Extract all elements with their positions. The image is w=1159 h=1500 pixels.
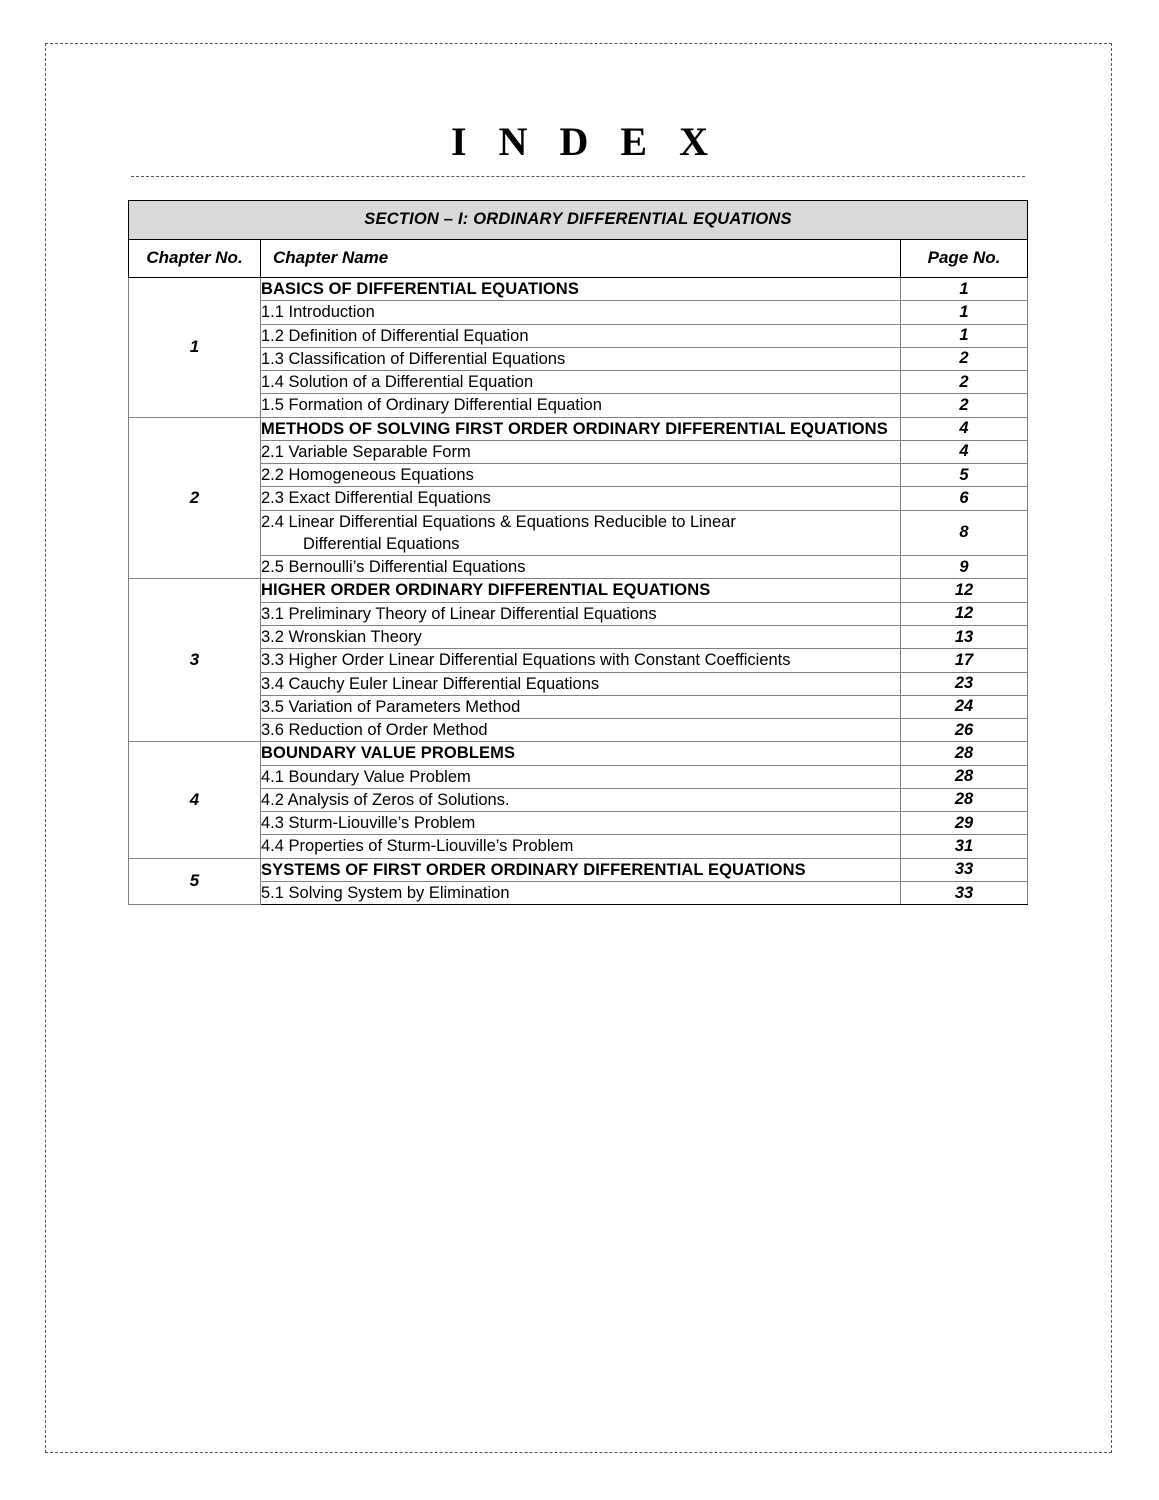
section-page-number: 12 <box>901 602 1028 625</box>
section-row <box>129 556 1028 579</box>
section-row <box>129 394 1028 417</box>
section-page-number: 24 <box>901 695 1028 718</box>
chapter-title-row <box>129 579 1028 602</box>
section-page-number: 1 <box>901 324 1028 347</box>
section-title-cell[interactable]: 2.3 Exact Differential Equations <box>261 487 901 510</box>
chapter-title-page-number: 28 <box>901 742 1028 765</box>
section-row <box>129 487 1028 510</box>
section-page-number: 2 <box>901 371 1028 394</box>
section-title-cell[interactable]: 2.2 Homogeneous Equations <box>261 464 901 487</box>
section-title-cell[interactable]: 3.4 Cauchy Euler Linear Differential Equations <box>261 672 901 695</box>
section-page-number: 31 <box>901 835 1028 858</box>
section-title-cell[interactable]: 3.5 Variation of Parameters Method <box>261 695 901 718</box>
section-row <box>129 625 1028 648</box>
section-row <box>129 765 1028 788</box>
section-row <box>129 835 1028 858</box>
chapter-title-row <box>129 858 1028 881</box>
section-title-cell[interactable]: 4.2 Analysis of Zeros of Solutions. <box>261 788 901 811</box>
section-page-number: 8 <box>901 510 1028 556</box>
chapter-title-page-number: 33 <box>901 858 1028 881</box>
title-underline-rule <box>131 176 1025 177</box>
section-title-cell[interactable]: 3.2 Wronskian Theory <box>261 625 901 648</box>
section-page-number: 28 <box>901 788 1028 811</box>
chapter-title-row <box>129 742 1028 765</box>
section-title-line1: 2.4 Linear Differential Equations & Equations Reducible to Linear <box>261 512 736 531</box>
section-title-cell[interactable]: 1.3 Classification of Differential Equations <box>261 347 901 370</box>
chapter-title-cell[interactable]: BASICS OF DIFFERENTIAL EQUATIONS <box>261 278 901 301</box>
index-table-body <box>129 201 1028 905</box>
page-title: I N D E X <box>451 119 719 164</box>
section-page-number: 9 <box>901 556 1028 579</box>
section-page-number: 4 <box>901 440 1028 463</box>
chapter-title-page-number: 4 <box>901 417 1028 440</box>
section-banner-row <box>129 201 1028 240</box>
section-page-number: 23 <box>901 672 1028 695</box>
chapter-number-cell: 5 <box>129 858 261 905</box>
section-row <box>129 510 1028 556</box>
section-row <box>129 602 1028 625</box>
section-page-number: 29 <box>901 812 1028 835</box>
section-title-cell[interactable]: 2.5 Bernoulli’s Differential Equations <box>261 556 901 579</box>
section-title-cell[interactable]: 3.1 Preliminary Theory of Linear Differential Equations <box>261 602 901 625</box>
section-row <box>129 301 1028 324</box>
section-row <box>129 881 1028 904</box>
section-row <box>129 371 1028 394</box>
section-row <box>129 440 1028 463</box>
column-header-chapter-name: Chapter Name <box>261 240 901 278</box>
chapter-title-cell[interactable]: BOUNDARY VALUE PROBLEMS <box>261 742 901 765</box>
chapter-title-cell[interactable]: HIGHER ORDER ORDINARY DIFFERENTIAL EQUATIONS <box>261 579 901 602</box>
chapter-title-row <box>129 278 1028 301</box>
section-title-cell[interactable]: 3.3 Higher Order Linear Differential Equations with Constant Coefficients <box>261 649 901 672</box>
chapter-number-cell: 2 <box>129 417 261 579</box>
section-row <box>129 719 1028 742</box>
chapter-title-row <box>129 417 1028 440</box>
section-page-number: 1 <box>901 301 1028 324</box>
section-page-number: 26 <box>901 719 1028 742</box>
column-header-chapter-no: Chapter No. <box>129 240 261 278</box>
section-title-cell[interactable] <box>261 510 901 556</box>
section-title-cell[interactable]: 5.1 Solving System by Elimination <box>261 881 901 904</box>
section-title-cell[interactable]: 1.4 Solution of a Differential Equation <box>261 371 901 394</box>
chapter-number-cell: 3 <box>129 579 261 742</box>
section-page-number: 28 <box>901 765 1028 788</box>
section-row <box>129 672 1028 695</box>
section-title-line2: Differential Equations <box>303 534 460 553</box>
chapter-title-page-number: 1 <box>901 278 1028 301</box>
section-row <box>129 788 1028 811</box>
section-title-cell[interactable]: 3.6 Reduction of Order Method <box>261 719 901 742</box>
section-banner-label: SECTION – I: ORDINARY DIFFERENTIAL EQUATIONS <box>129 201 1028 240</box>
section-title-cell[interactable]: 4.4 Properties of Sturm-Liouville’s Problem <box>261 835 901 858</box>
chapter-number-cell: 1 <box>129 278 261 418</box>
section-title-cell[interactable]: 1.5 Formation of Ordinary Differential Equation <box>261 394 901 417</box>
section-page-number: 6 <box>901 487 1028 510</box>
section-row <box>129 695 1028 718</box>
section-page-number: 13 <box>901 625 1028 648</box>
chapter-number-cell: 4 <box>129 742 261 858</box>
chapter-title-cell[interactable]: SYSTEMS OF FIRST ORDER ORDINARY DIFFERENTIAL EQUATIONS <box>261 858 901 881</box>
section-title-cell[interactable]: 1.1 Introduction <box>261 301 901 324</box>
section-page-number: 17 <box>901 649 1028 672</box>
section-title-cell[interactable]: 1.2 Definition of Differential Equation <box>261 324 901 347</box>
section-page-number: 5 <box>901 464 1028 487</box>
chapter-title-cell[interactable]: METHODS OF SOLVING FIRST ORDER ORDINARY DIFFERENTIAL EQUATIONS <box>261 417 901 440</box>
column-header-page-no: Page No. <box>901 240 1028 278</box>
section-page-number: 33 <box>901 881 1028 904</box>
section-title-cell[interactable]: 2.1 Variable Separable Form <box>261 440 901 463</box>
chapter-title-page-number: 12 <box>901 579 1028 602</box>
section-row <box>129 347 1028 370</box>
section-page-number: 2 <box>901 394 1028 417</box>
section-title-cell[interactable]: 4.1 Boundary Value Problem <box>261 765 901 788</box>
section-row <box>129 649 1028 672</box>
column-header-row <box>129 240 1028 278</box>
section-title-cell[interactable]: 4.3 Sturm-Liouville’s Problem <box>261 812 901 835</box>
index-table <box>128 200 1028 905</box>
section-page-number: 2 <box>901 347 1028 370</box>
section-row <box>129 464 1028 487</box>
section-row <box>129 324 1028 347</box>
section-row <box>129 812 1028 835</box>
